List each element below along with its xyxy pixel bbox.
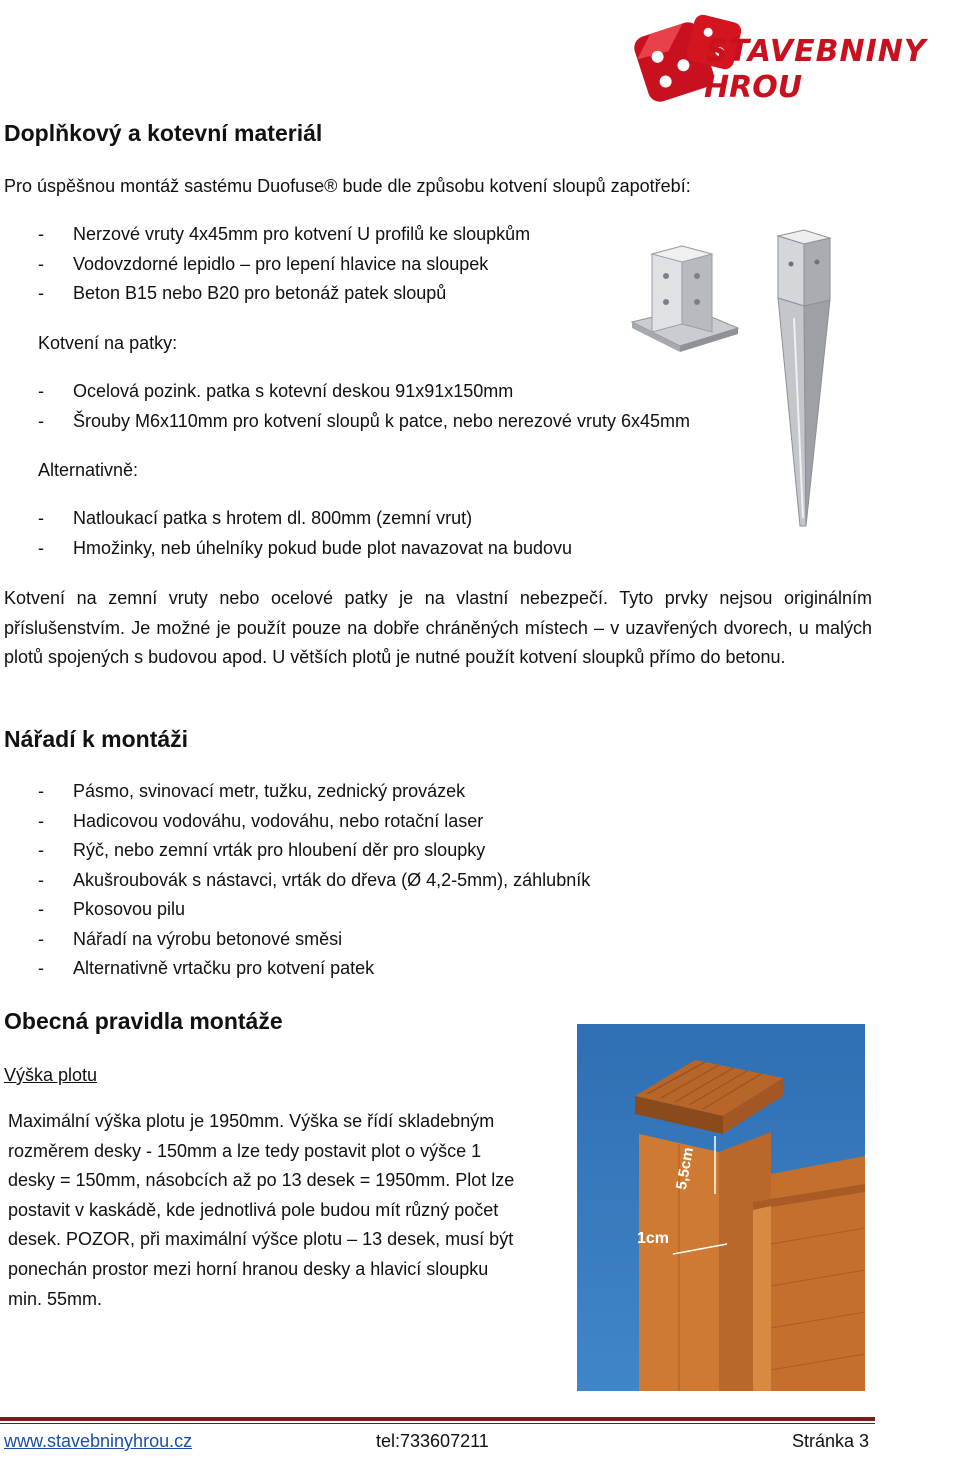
logo-line2: HROU — [704, 70, 803, 105]
footer-telephone: tel:733607211 — [376, 1431, 489, 1451]
logo-line1: STAVEBNINY — [706, 34, 927, 69]
paragraph-line: Maximální výška plotu je 1950mm. Výška se řídí skladebným — [8, 1111, 495, 1131]
intro-text: Pro úspěšnou montáž sastému Duofuse® bude dle způsobu kotvení sloupů zapotřebí: — [4, 176, 691, 196]
dimension-label-top: 5,5cm — [673, 1146, 698, 1191]
logo — [626, 6, 960, 114]
footer-website-link[interactable]: www.stavebninyhrou.cz — [4, 1431, 193, 1451]
warning-paragraph: Kotvení na zemní vruty nebo ocelové patky je na vlastní nebezpečí. Tyto prvky nejsou originálním příslušenstvím. Je možné je použít pouze na dobře chráněných místech – v uzavřených dvorech, u malých plotů spojených s budovou apod. U větších plotů je nutné použít kotvení sloupků přímo do betonu. — [4, 588, 872, 668]
subtitle-vyska-plotu: Výška plotu — [4, 1065, 98, 1085]
section-title-naradi: Nářadí k montáži — [4, 726, 189, 752]
post-base-image — [630, 236, 740, 361]
subheading-alternativne: Alternativně: — [38, 460, 139, 480]
height-paragraph — [8, 1107, 568, 1314]
footer-rule-thin — [0, 1423, 875, 1424]
fence-post-illustration — [577, 1024, 865, 1391]
paragraph-line: desek. POZOR, při maximální výšce plotu – 13 desek, musí být — [8, 1229, 514, 1250]
ground-spike-image — [774, 228, 834, 530]
paragraph-line: postavit v kaskádě, kde jednotlivá pole budou mít různý počet — [8, 1199, 499, 1220]
footer-rule — [0, 1417, 875, 1421]
section-title-kotevni: Doplňkový a kotevní materiál — [4, 120, 323, 146]
paragraph-line: desky = 150mm, násobcích až po 13 desek = 1950mm. Plot lze — [8, 1170, 515, 1191]
dimension-label-side: 1cm — [637, 1230, 670, 1247]
paragraph-line: ponechán prostor mezi horní hranou desky a hlavicí sloupku — [8, 1258, 489, 1279]
paragraph-line: rozměrem desky - 150mm a lze tedy postavit plot o výšce 1 — [8, 1140, 482, 1161]
subheading-patky: Kotvení na patky: — [38, 333, 178, 353]
section-title-pravidla: Obecná pravidla montáže — [4, 1008, 283, 1034]
footer-page-number: Stránka 3 — [792, 1431, 870, 1451]
paragraph-line: min. 55mm. — [8, 1288, 103, 1309]
